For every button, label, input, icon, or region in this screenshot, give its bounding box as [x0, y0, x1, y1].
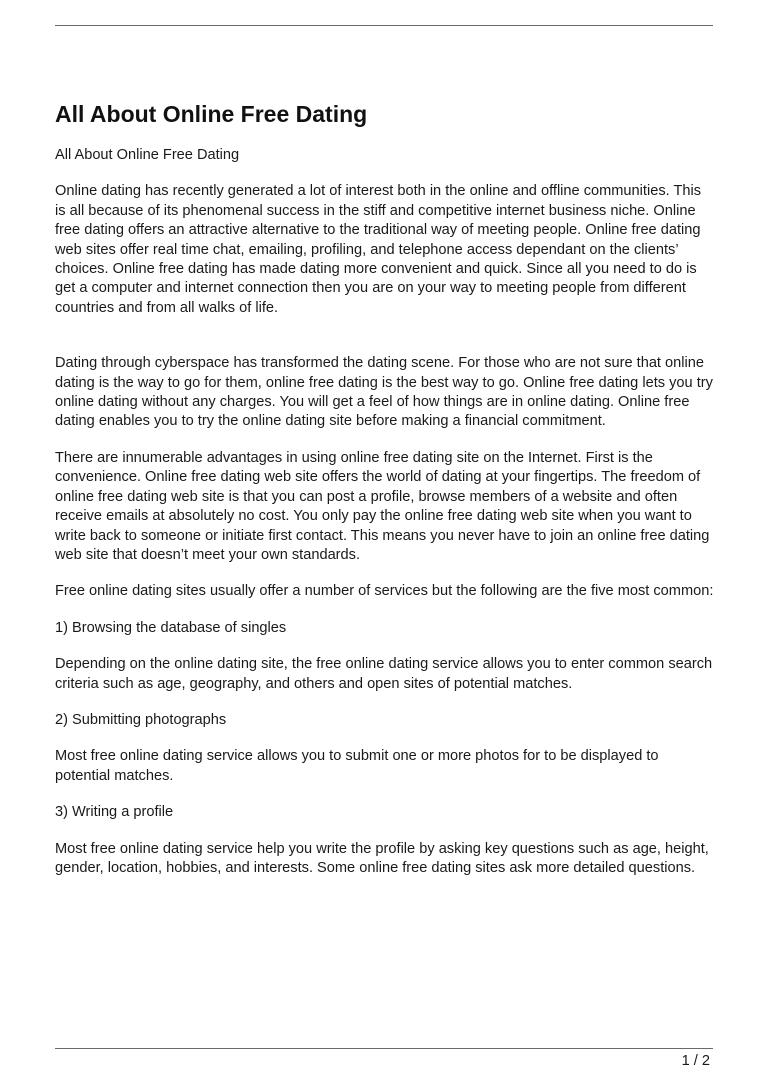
paragraph-advantages: There are innumerable advantages in using online free dating site on the Internet. First is the convenience. Online free dating web site offers the world of dating at your fingertips. The freedom of online free dating web site is that you can post a profile, browse members of a website and often receive emails at absolutely no cost. You only pay the online free dating web site when you want to write back to someone or initiate first contact. This means you never have to join an online free dating web site that doesn’t meet your own standards. — [55, 449, 710, 563]
page-number: 1 / 2 — [681, 1053, 710, 1069]
paragraph-cyberspace: Dating through cyberspace has transformed the dating scene. For those who are not sure that online dating is the way to go for them, online free dating is the best way to go. Online free dating lets you try online dating without any charges. You will get a feel of how things are in online dating. Online free dating enables you to try the online dating site before making a financial commitment. — [55, 355, 713, 430]
document-title: All About Online Free Dating — [55, 101, 368, 127]
list-heading-browsing: 1) Browsing the database of singles — [55, 619, 287, 636]
header-rule — [55, 25, 713, 26]
paragraph-services-intro: Free online dating sites usually offer a number of services but the following are the five most common: — [55, 583, 714, 600]
list-heading-profile: 3) Writing a profile — [55, 804, 174, 821]
paragraph-profile: Most free online dating service help you write the profile by asking key questions such as age, height, gender, location, hobbies, and interests. Some online free dating sites ask more detailed questions. — [55, 840, 709, 876]
document-subtitle: All About Online Free Dating — [55, 147, 240, 163]
paragraph-browsing: Depending on the online dating site, the free online dating service allows you to enter common search criteria such as age, geography, and others and open sites of potential matches. — [55, 656, 713, 692]
paragraph-photographs: Most free online dating service allows you to submit one or more photos for to be displayed to potential matches. — [55, 748, 659, 784]
footer-rule — [55, 1048, 713, 1049]
document-body — [55, 100, 715, 878]
paragraph-intro: Online dating has recently generated a lot of interest both in the online and offline communities. This is all because of its phenomenal success in the stiff and competitive internet business niche. Online free dating offers an attractive alternative to the traditional way of meeting people. Online free dating web sites offer real time chat, emailing, profiling, and telephone access dependant on the clients’ choices. Online free dating has made dating more convenient and quick. Since all you need to do is get a computer and internet connection then you are on your way to meeting people from different countries and from all walks of life. — [55, 183, 702, 316]
list-heading-photographs: 2) Submitting photographs — [55, 711, 227, 728]
